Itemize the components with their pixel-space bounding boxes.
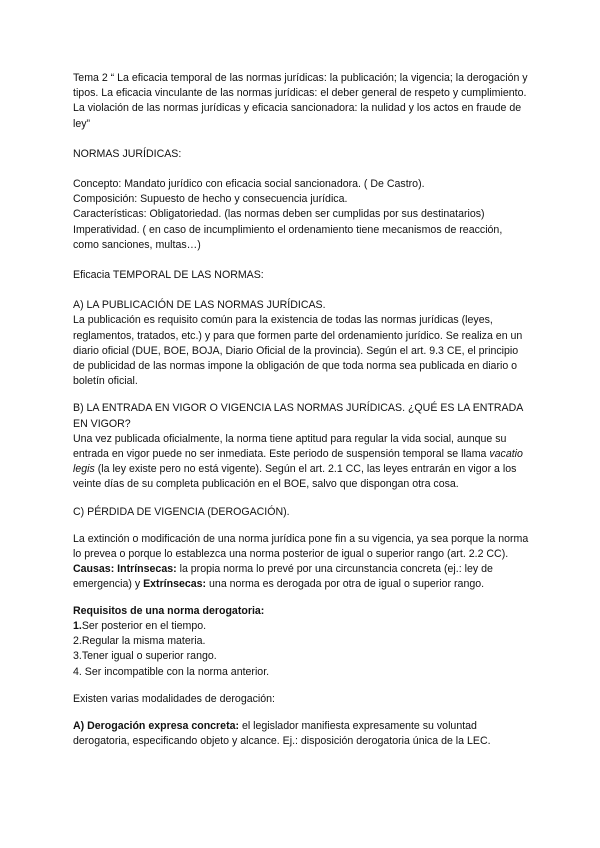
requisito-2: 2.Regular la misma materia.: [73, 635, 206, 648]
requisito-1: [73, 619, 529, 634]
modalidad-a-label: A) Derogación expresa concreta:: [73, 719, 240, 732]
requisito-1-number: 1.: [73, 619, 82, 632]
caracteristicas-line: Características: Obligatoriedad. (las normas deben ser cumplidas por sus destinatarios) Imperatividad. ( en caso de incumplimiento el ordenamiento tiene mecanismos de reacción, como sanciones, multas…): [73, 208, 503, 251]
requisitos-heading-text: Requisitos de una norma derogatoria:: [73, 604, 265, 617]
causas-text-2: una norma es derogada por otra de igual o superior rango.: [206, 578, 485, 591]
section-a-body: La publicación es requisito común para la existencia de todas las normas jurídicas (leyes, reglamentos, tratados, etc.) y para que formen parte del ordenamiento jurídico. Se realiza en un diario oficial (DUE, BOE, BOJA, Diario Oficial de la provincia). Según el art. 9.3 CE, el principio de publicidad de las normas impone la obligación de que toda norma sea publicada en diario o boletín oficial.: [73, 314, 523, 388]
modalidad-a: [73, 719, 529, 749]
requisito-3: 3.Tener igual o superior rango.: [73, 650, 217, 663]
causas-text-1: la propia norma lo prevé por una circunstancia concreta (ej.: ley de emergencia) y: [73, 563, 493, 591]
concepto-line: Concepto: Mandato jurídico con eficacia social sancionadora. ( De Castro).: [73, 178, 425, 191]
modalidad-a-text: el legislador manifiesta expresamente su voluntad derogatoria, especificando objeto y alcance. Ej.: disposición derogatoria única de la LEC.: [73, 719, 491, 748]
section-a-heading: A) LA PUBLICACIÓN DE LAS NORMAS JURÍDICAS.: [73, 299, 326, 312]
section-c-heading: C) PÉRDIDA DE VIGENCIA (DEROGACIÓN).: [73, 505, 290, 518]
composicion-line: Composición: Supuesto de hecho y consecuencia jurídica.: [73, 193, 348, 206]
causas-label: Causas: Intrínsecas:: [73, 563, 177, 576]
section-b-text-1: Una vez publicada oficialmente, la norma tiene aptitud para regular la vida social, aunque su entrada en vigor puede no ser inmediata. Este periodo de suspensión temporal se llama: [73, 432, 507, 461]
requisito-1-text: Ser posterior en el tiempo.: [81, 619, 207, 632]
causas-paragraph: [73, 562, 529, 592]
section-b-body: [73, 432, 529, 493]
section-c-body: La extinción o modificación de una norma jurídica pone fin a su vigencia, ya sea porque la norma lo prevea o porque lo establezca una norma posterior de igual o superior rango (art. 2.2 CC).: [73, 532, 529, 561]
normas-heading: NORMAS JURÍDICAS:: [73, 147, 182, 160]
eficacia-heading: Eficacia TEMPORAL DE LAS NORMAS:: [73, 269, 264, 282]
modalidades-line: Existen varias modalidades de derogación:: [73, 692, 275, 705]
requisitos-heading: [73, 604, 529, 619]
extrinsecas-label: Extrínsecas:: [143, 578, 207, 591]
document-page: [73, 71, 529, 749]
requisito-4: 4. Ser incompatible con la norma anterior.: [73, 665, 270, 678]
vacatio-legis-term: vacatio legis: [73, 448, 523, 476]
document-title: Tema 2 “ La eficacia temporal de las normas jurídicas: la publicación; la vigencia; la derogación y tipos. La eficacia vinculante de las normas jurídicas: el deber general de respeto y cumplimiento. La violación de las normas jurídicas y eficacia sancionadora: la nulidad y los actos en fraude de ley”: [73, 72, 528, 130]
section-b-text-2: (la ley existe pero no está vigente). Según el art. 2.1 CC, las leyes entrarán en vigor a los veinte días de su completa publicación en el BOE, salvo que dispongan otra cosa.: [73, 463, 517, 491]
section-b-heading: B) LA ENTRADA EN VIGOR O VIGENCIA LAS NORMAS JURÍDICAS. ¿QUÉ ES LA ENTRADA EN VIGOR?: [73, 402, 523, 430]
